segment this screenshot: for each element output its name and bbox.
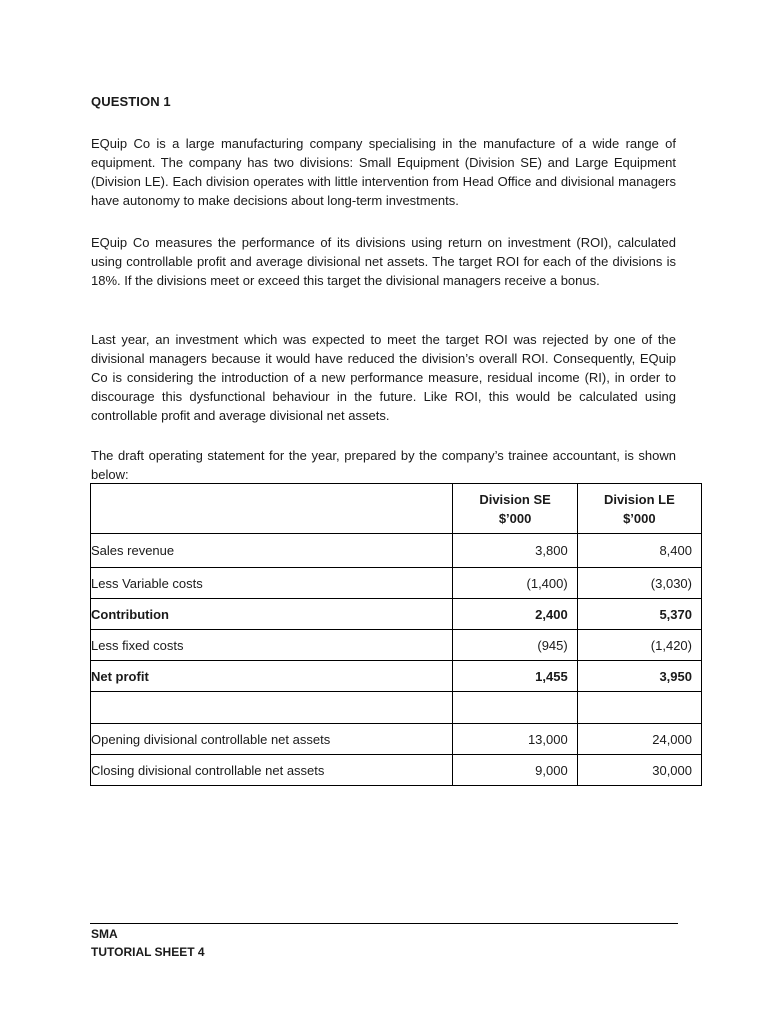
question-heading: QUESTION 1 [91,94,171,109]
paragraph-statement-intro: The draft operating statement for the year, prepared by the company’s trainee accountant, is shown below: [91,448,676,482]
header-division-se-unit: $’000 [498,510,532,526]
table-row-blank [91,692,702,724]
table-row [91,724,702,755]
header-division-le [577,484,701,534]
row-value-se: (1,400) [453,568,577,599]
row-label [91,692,453,724]
row-value-le [577,692,701,724]
paragraph-roi-measure: EQuip Co measures the performance of its divisions using return on investment (ROI), calculated using controllable profit and average divisional net assets. The target ROI for each of the divisions is 18%. If the divisions meet or exceed this target the divisional managers receive a bonus. [91,235,676,288]
table-row [91,599,702,630]
row-value-le: 5,370 [577,599,701,630]
row-value-le: 8,400 [577,534,701,568]
row-value-se: 13,000 [453,724,577,755]
header-label-cell [91,484,453,534]
row-label: Opening divisional controllable net assets [91,724,453,755]
row-value-se: 3,800 [453,534,577,568]
footer-sheet-title: TUTORIAL SHEET 4 [91,945,205,959]
row-label: Less Variable costs [91,568,453,599]
row-label: Less fixed costs [91,630,453,661]
row-value-se: 9,000 [453,755,577,786]
row-label: Closing divisional controllable net assets [91,755,453,786]
row-value-le: 24,000 [577,724,701,755]
row-value-le: 3,950 [577,661,701,692]
row-value-le: (1,420) [577,630,701,661]
operating-statement-table [90,483,702,786]
header-division-se [453,484,577,534]
header-division-le-name: Division LE [603,491,675,507]
row-value-le: (3,030) [577,568,701,599]
footer-divider [90,923,678,924]
row-value-se [453,692,577,724]
footer-course-code: SMA [91,927,118,941]
table-row [91,534,702,568]
row-label: Sales revenue [91,534,453,568]
row-value-se: (945) [453,630,577,661]
row-label: Contribution [91,599,453,630]
row-value-se: 2,400 [453,599,577,630]
paragraph-company-overview: EQuip Co is a large manufacturing company specialising in the manufacture of a wide range of equipment. The company has two divisions: Small Equipment (Division SE) and Large Equipment (Division LE). Each division operates with little intervention from Head Office and divisional managers have autonomy to make decisions about long-term investments. [91,136,676,208]
table-row [91,661,702,692]
table-row [91,568,702,599]
row-value-le: 30,000 [577,755,701,786]
table-row [91,630,702,661]
header-division-le-unit: $’000 [623,510,656,526]
paragraph-residual-income: Last year, an investment which was expected to meet the target ROI was rejected by one of the divisional managers because it would have reduced the division’s overall ROI. Consequently, EQuip Co is considering the introduction of a new performance measure, residual income (RI), in order to discourage this dysfunctional behaviour in the future. Like ROI, this would be calculated using controllable profit and average divisional net assets. [91,332,676,423]
table-header-row [91,484,702,534]
header-division-se-name: Division SE [479,491,551,507]
row-value-se: 1,455 [453,661,577,692]
row-label: Net profit [91,661,453,692]
table-row [91,755,702,786]
